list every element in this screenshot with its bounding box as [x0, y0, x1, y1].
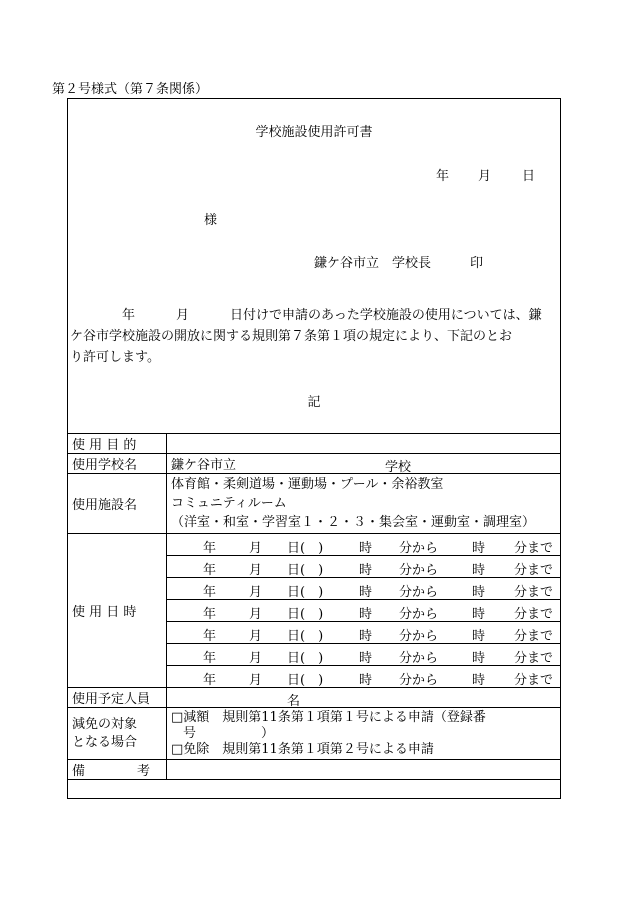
slot-year: 年 [203, 541, 217, 556]
document-title: 学校施設使用許可書 [255, 125, 373, 140]
slot-day: 日( ) [287, 607, 324, 622]
slot-hour-to: 時 [472, 585, 486, 600]
reduction-option: □減額 規則第11条第１項第１号による申請（登録番 [171, 709, 486, 725]
slot-month: 月 [249, 651, 263, 666]
slot-year: 年 [203, 585, 217, 600]
slot-min-to: 分まで [514, 563, 554, 578]
body-line1: 日付けで申請のあった学校施設の使用については、鎌 [230, 308, 542, 323]
slot-year: 年 [203, 607, 217, 622]
school-label-cell [68, 454, 167, 474]
facility-label: 使用施設名 [72, 498, 138, 513]
seal-mark: 印 [470, 256, 484, 271]
slot-min-to: 分まで [514, 651, 554, 666]
permit-table [67, 433, 561, 780]
slot-month: 月 [249, 563, 263, 578]
slot-hour-to: 時 [472, 673, 486, 688]
datetime-slots [167, 534, 561, 688]
datetime-slot [167, 534, 560, 556]
exemption-option: □免除 規則第11条第１項第２号による申請 [171, 741, 434, 757]
body-year: 年 [122, 308, 136, 323]
slot-min-to: 分まで [514, 629, 554, 644]
slot-month: 月 [249, 585, 263, 600]
purpose-label: 使 用 目 的 [72, 438, 137, 453]
body-month: 月 [176, 308, 190, 323]
school-value [167, 454, 561, 474]
row-purpose [68, 434, 561, 454]
purpose-label-cell [68, 434, 167, 454]
exemption-label-1: 減免の対象 [72, 716, 138, 732]
people-label-cell [68, 688, 167, 708]
slot-day: 日( ) [287, 673, 324, 688]
slot-hour-from: 時 [359, 541, 373, 556]
slot-year: 年 [203, 651, 217, 666]
slot-min-from: 分から [399, 563, 439, 578]
body-line2: ケ谷市学校施設の開放に関する規則第７条第１項の規定により、下記のとお [70, 329, 513, 344]
slot-year: 年 [203, 629, 217, 644]
datetime-slot [167, 556, 560, 578]
slot-hour-to: 時 [472, 563, 486, 578]
slot-hour-to: 時 [472, 651, 486, 666]
datetime-slot [167, 578, 560, 600]
row-facility [68, 474, 561, 534]
issuer-name: 鎌ケ谷市立 学校長 [314, 256, 432, 271]
slot-min-to: 分まで [514, 607, 554, 622]
remarks-label-cell [68, 760, 167, 780]
row-people [68, 688, 561, 708]
slot-hour-to: 時 [472, 629, 486, 644]
ki-mark: 記 [307, 395, 321, 410]
slot-hour-from: 時 [359, 651, 373, 666]
slot-day: 日( ) [287, 541, 324, 556]
row-exemption [68, 708, 561, 760]
row-school [68, 454, 561, 474]
school-suffix: 学校 [385, 460, 412, 475]
slot-min-from: 分から [399, 541, 439, 556]
slot-min-from: 分から [399, 607, 439, 622]
slot-month: 月 [249, 541, 263, 556]
slot-day: 日( ) [287, 585, 324, 600]
school-prefix: 鎌ケ谷市立 [171, 458, 237, 473]
datetime-slot [167, 600, 560, 622]
facility-line1: 体育館・柔剣道場・運動場・プール・余裕教室 [171, 477, 444, 492]
slot-min-from: 分から [399, 629, 439, 644]
facility-line3: （洋室・和室・学習室１・２・３・集会室・運動室・調理室） [171, 515, 536, 530]
slot-day: 日( ) [287, 651, 324, 666]
people-label: 使用予定人員 [72, 692, 151, 707]
slot-hour-to: 時 [472, 541, 486, 556]
slot-month: 月 [249, 673, 263, 688]
slot-hour-from: 時 [359, 585, 373, 600]
people-value [167, 688, 561, 708]
datetime-slot [167, 666, 560, 687]
slot-hour-from: 時 [359, 563, 373, 578]
slot-month: 月 [249, 629, 263, 644]
facility-label-cell [68, 474, 167, 534]
slot-min-to: 分まで [514, 541, 554, 556]
datetime-slot [167, 644, 560, 666]
exemption-value [167, 708, 561, 760]
slot-hour-from: 時 [359, 607, 373, 622]
slot-year: 年 [203, 563, 217, 578]
datetime-label-cell [68, 534, 167, 688]
datetime-slot [167, 622, 560, 644]
purpose-value [167, 434, 561, 454]
reduction-option-cont: 号 ） [183, 725, 275, 741]
slot-min-to: 分まで [514, 673, 554, 688]
school-label: 使用学校名 [72, 458, 138, 473]
addressee-suffix: 様 [204, 213, 218, 228]
slot-day: 日( ) [287, 629, 324, 644]
slot-hour-from: 時 [359, 629, 373, 644]
facility-value [167, 474, 561, 534]
row-datetime [68, 534, 561, 688]
slot-min-to: 分まで [514, 585, 554, 600]
slot-hour-from: 時 [359, 673, 373, 688]
date-year: 年 [436, 169, 450, 184]
slot-month: 月 [249, 607, 263, 622]
body-line3: り許可します。 [70, 350, 160, 365]
slot-year: 年 [203, 673, 217, 688]
permit-frame [67, 98, 561, 799]
slot-min-from: 分から [399, 585, 439, 600]
datetime-label: 使 用 日 時 [72, 605, 137, 620]
slot-min-from: 分から [399, 673, 439, 688]
exemption-label-cell [68, 708, 167, 760]
slot-min-from: 分から [399, 651, 439, 666]
form-number: 第２号様式（第７条関係） [52, 82, 209, 97]
exemption-label-2: となる場合 [72, 734, 138, 750]
people-unit: 名 [287, 694, 301, 709]
row-remarks [68, 760, 561, 780]
remarks-value [167, 760, 561, 780]
slot-hour-to: 時 [472, 607, 486, 622]
facility-line2: コミュニティルーム [171, 496, 287, 511]
remarks-label: 備 考 [72, 764, 151, 779]
slot-day: 日( ) [287, 563, 324, 578]
date-day: 日 [522, 169, 536, 184]
date-month: 月 [478, 169, 492, 184]
